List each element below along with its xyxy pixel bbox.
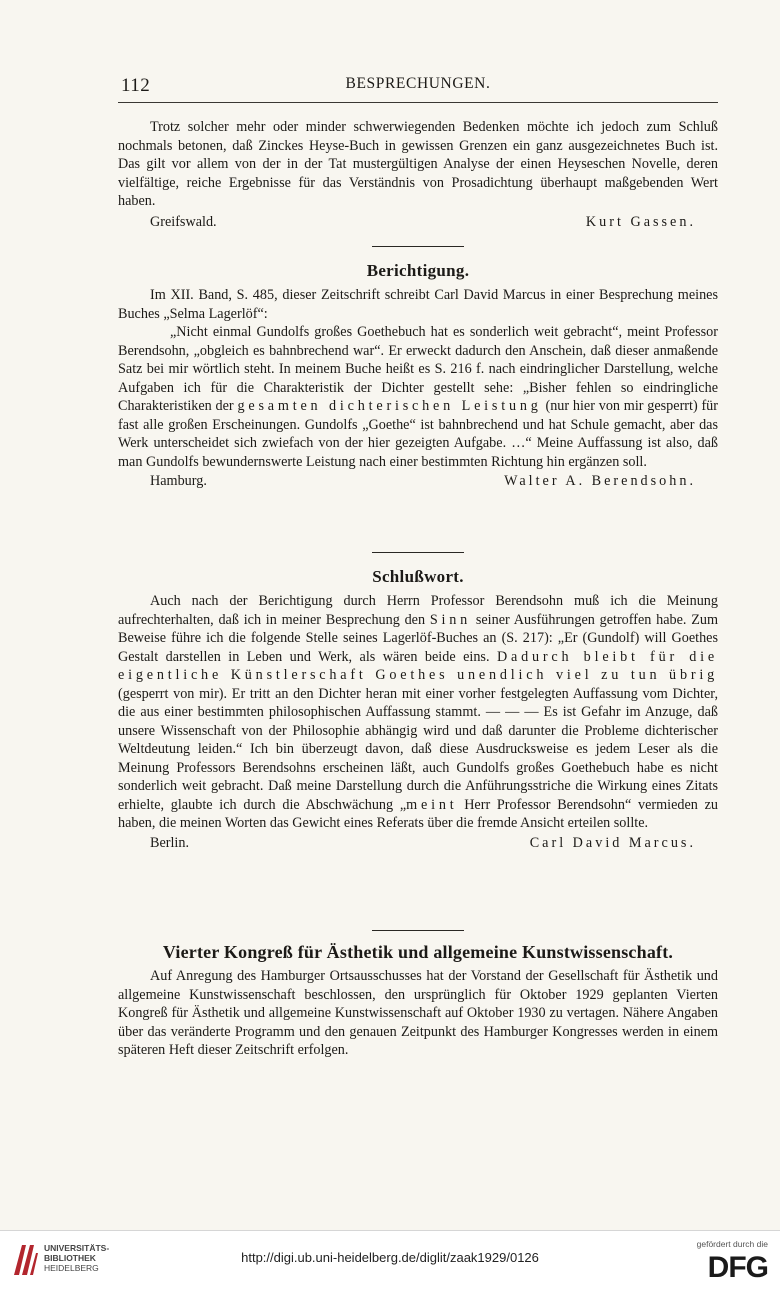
- section-title-berichtigung: Berichtigung.: [366, 261, 470, 280]
- viewer-footer: [0, 1230, 780, 1290]
- signature-place: Berlin.: [150, 834, 190, 851]
- signature-place: Hamburg.: [150, 473, 207, 489]
- text-run: (gesperrt von mir). Er tritt an den Dichter heran mit einer vorher festgelegten Auffassung vom Dichter, die aus einer bestimmten philosophischen Auffassung stammt. — — — Es ist Gefahr im Anzuge, daß unsere Wissenschaft von der Philosophie abhängig wird und daß darunter die Probleme dichterischer Weltdeutung leiden.“ Ich bin überzeugt davon, daß diese Ausdrucksweise es jedem Leser als die Meinung Professors Berendsohns erscheinen läßt, auch Gundolfs großes Goethebuch habe es nicht sonderlich weit gebracht. Daß meine Darstellung durch die Anführungsstriche die Wirkung eines Zitats erhielte, glaubte ich durch die Abschwächung „: [118, 685, 718, 813]
- section-title-schlusswort: Schlußwort.: [372, 567, 464, 586]
- spaced-emphasis: Dadurch bleibt für die eigentliche Künstlerschaft Goethes unendlich viel zu tun übrig: [118, 648, 718, 683]
- library-line: BIBLIOTHEK: [44, 1253, 96, 1263]
- separator-1-wrap: [118, 246, 718, 247]
- schlusswort-signature: [118, 834, 718, 853]
- berichtigung-quote-paragraph: [118, 323, 718, 471]
- signature-place: Greifswald.: [150, 213, 217, 230]
- running-head: BESPRECHUNGEN.: [345, 75, 491, 92]
- signature-author: Carl David Marcus.: [529, 834, 696, 851]
- section-title-kongress: Vierter Kongreß für Ästhetik und allgemeine Kunstwissenschaft.: [162, 942, 674, 962]
- berichtigung-intro: Im XII. Band, S. 485, dieser Zeitschrift schreibt Carl David Marcus in einer Besprechung meines Buches „Selma Lagerlöf“:: [118, 287, 718, 322]
- schlusswort-paragraph: [118, 592, 718, 833]
- section-separator: [372, 930, 464, 931]
- spaced-emphasis: meint: [406, 796, 458, 813]
- separator-2-wrap: [118, 552, 718, 553]
- library-line: HEIDELBERG: [44, 1263, 99, 1273]
- schlusswort-section: [118, 567, 718, 853]
- signature-author: Walter A. Berendsohn.: [504, 473, 696, 489]
- review-end-section: [118, 118, 718, 232]
- kongress-section: [118, 942, 718, 1060]
- berichtigung-section: [118, 261, 718, 491]
- spaced-emphasis: gesamten dichterischen Leistung: [237, 398, 542, 414]
- section-separator: [372, 552, 464, 553]
- kongress-paragraph: Auf Anregung des Hamburger Ortsausschusses hat der Vorstand der Gesellschaft für Ästhetik und allgemeine Kunstwissenschaft beschlossen, den ursprünglich für Oktober 1929 geplanten Vierten Kongreß für Ästhetik und allgemeine Kunstwissenschaft auf Oktober 1930 zu vertagen. Nähere Angaben über das veränderte Programm und den genauen Zeitpunkt des Hamburger Kongresses werden in einem späteren Heft dieser Zeitschrift erfolgen.: [118, 968, 718, 1058]
- text-run: seiner Ausführungen getroffen habe. Zum Beweise führe ich die folgende Stelle seines Lagerlöf-Buches an (S. 217): „Er (Gundolf) will Goethes Gestalt darstellen in Leben und Werk, als wären beide eins.: [118, 611, 719, 665]
- text-run: „Nicht einmal Gundolfs großes Goethebuch hat es sonderlich weit gebracht“, meint Professor Berendsohn, „obgleich es bahnbrechend war“. Er erweckt dadurch den Anschein, daß dieser anmaßende Satz bei mir wörtlich steht. In meinem Buche heißt es S. 216 f. nach eindringlicher Darstellung, welche Aufgaben ich für die Charakteristik der Dichter gestellt sehe: „Bisher fehlen so eindringliche Charakteristiken der: [118, 324, 718, 414]
- document-url[interactable]: http://digi.ub.uni-heidelberg.de/diglit/zaak1929/0126: [241, 1250, 539, 1265]
- header-rule: [118, 102, 718, 103]
- review-end-signature: [118, 213, 718, 232]
- signature-author: Kurt Gassen.: [585, 213, 696, 230]
- text-run: Herr Professor Berendsohn“ vermieden zu haben, die meinen Worten das Gewicht eines Referats über die fremde Ansicht erteilen sollte.: [118, 796, 719, 831]
- review-end-paragraph: Trotz solcher mehr oder minder schwerwiegenden Bedenken möchte ich jedoch zum Schluß nochmals betonen, daß Zinckes Heyse-Buch in gewissen Grenzen ein ganz ausgezeichnetes Buch ist. Das gilt vor allem von der in der Tat mustergültigen Analyse der einen Heyseschen Novelle, deren vielfältige, reiche Ergebnisse für das Verständnis von Prosadichtung überhaupt maßgebenden Wert haben.: [118, 119, 718, 209]
- library-line: UNIVERSITÄTS-: [44, 1243, 110, 1253]
- berichtigung-signature: [118, 472, 718, 491]
- spaced-emphasis: Sinn: [429, 611, 472, 628]
- dfg-logo: DFG: [707, 1251, 768, 1284]
- text-run: (nur hier von mir gesperrt) für fast alle großen Erscheinungen. Gundolfs „Goethe“ ist bahnbrechend und hat Schule gemacht, aber das Werk unterscheidet sich zwiefach von der hier gezeigten Aufgabe. …“ Meine Auffassung ist also, daß man Gundolfs bewundernswerte Leistung nach einer bestimmten Richtung hin ergänzen soll.: [118, 398, 719, 470]
- page-header: [118, 75, 718, 101]
- funding-note: gefördert durch die: [696, 1239, 768, 1249]
- section-separator: [372, 246, 464, 247]
- separator-3-wrap: [118, 930, 718, 931]
- text-run: Auch nach der Berichtigung durch Herrn Professor Berendsohn muß ich die Meinung aufrechterhalten, daß ich in meiner Besprechung den: [118, 593, 718, 628]
- page-number: 112: [121, 75, 151, 96]
